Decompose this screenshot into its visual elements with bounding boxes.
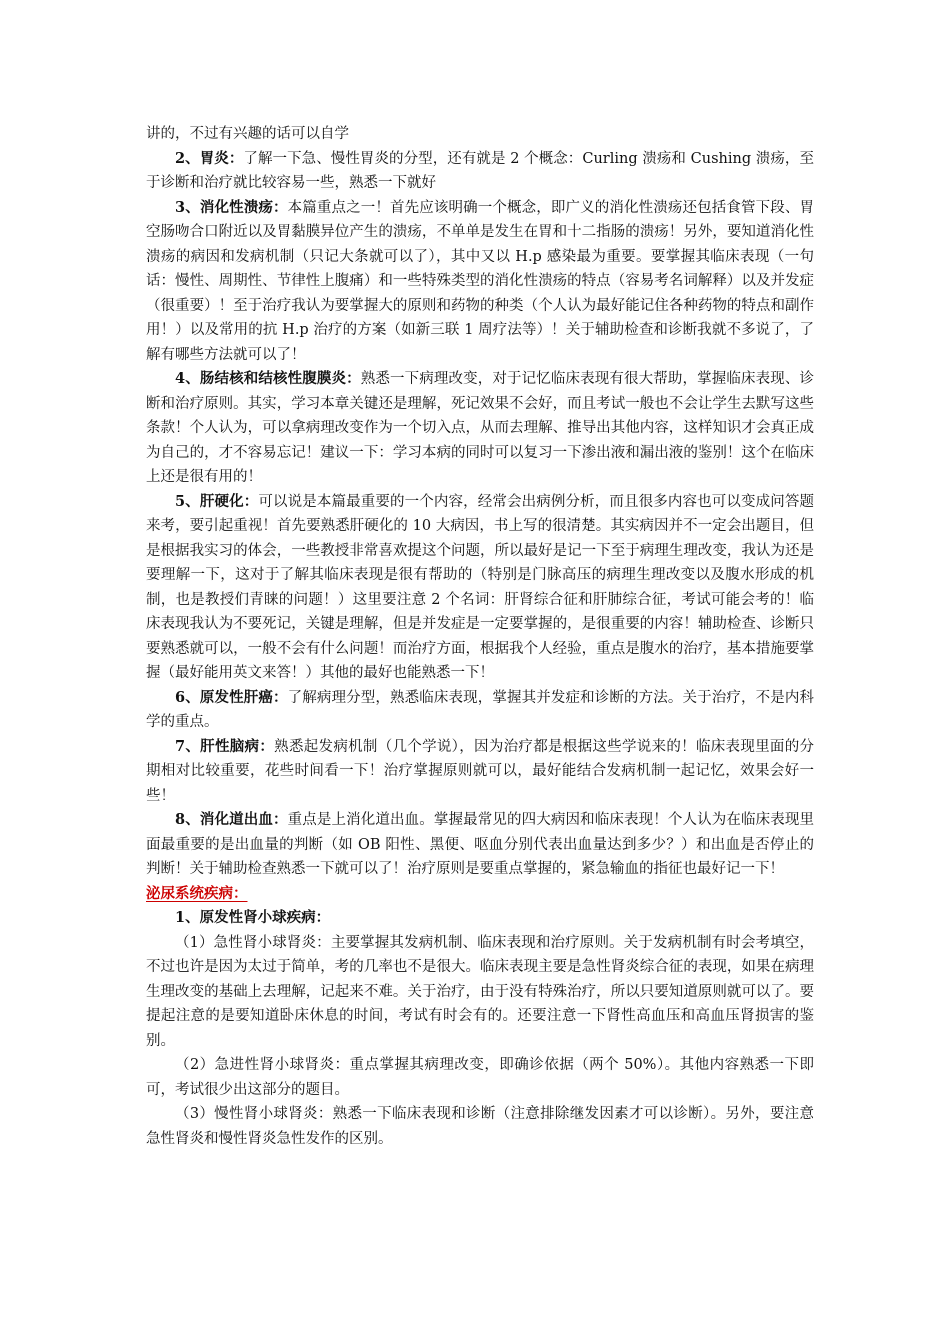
paragraph-text: 本篇重点之一！首先应该明确一个概念，即广义的消化性溃疡还包括食管下段、胃空肠吻合口附近以及胃黏膜异位产生的溃疡，不单单是发生在胃和十二指肠的溃疡！另外，要知道消化性溃疡的病因和发病机制（只记大条就可以了），其中又以 H.p 感染最为重要。要掌握其临床表现（一句话：慢性、周期性、节律性上腹痛）和一些特殊类型的消化性溃疡的特点（容易考名词解释）以及并发症（很重要）！至于治疗我认为要掌握大的原则和药物的种类（个人认为最好能记住各种药物的特点和副作用！）以及常用的抗 H.p 治疗的方案（如新三联 1 周疗法等）！关于辅助检查和诊断我就不多说了，了解有哪些方法就可以了！ — [146, 199, 815, 363]
paragraph-intestinal-tb — [146, 367, 814, 490]
paragraph-hepatic-encephalopathy — [146, 735, 814, 809]
paragraph-rpgn: （2）急进性肾小球肾炎：重点掌握其病理改变，即确诊依据（两个 50%）。其他内容熟悉一下即可，考试很少出这部分的题目。 — [146, 1057, 814, 1098]
paragraph-gastritis — [146, 147, 814, 196]
paragraph-text: 了解病理分型，熟悉临床表现，掌握其并发症和诊断的方法。关于治疗，不是内科学的重点。 — [146, 689, 815, 730]
paragraph-text: 讲的，不过有兴趣的话可以自学 — [146, 126, 349, 142]
paragraph-lead: 4、肠结核和结核性腹膜炎： — [175, 370, 361, 387]
paragraph-text: 熟悉起发病机制（几个学说），因为治疗都是根据这些学说来的！临床表现里面的分期相对比较重要，花些时间看一下！治疗掌握原则就可以，最好能结合发病机制一起记忆，效果会好一些！ — [146, 738, 814, 804]
paragraph-text: 可以说是本篇最重要的一个内容，经常会出病例分析，而且很多内容也可以变成问答题来考，要引起重视！首先要熟悉肝硬化的 10 大病因，书上写的很清楚。其实病因并不一定会出题目，但是根据我实习的体会，一些教授非常喜欢提这个问题，所以最好是记一下至于病理生理改变，我认为还是要理解一下，这对于了解其临床表现是很有帮助的（特别是门脉高压的病理生理改变以及腹水形成的机制，也是教授们青睐的问题！）这里要注意 2 个名词：肝肾综合征和肝肺综合征，考试可能会考的！临床表现我认为不要死记，关键是理解，但是并发症是一定要掌握的，是很重要的内容！辅助检查、诊断只要熟悉就可以，一般不会有什么问题！而治疗方面，根据我个人经验，重点是腹水的治疗，基本措施要掌握（最好能用英文来答！）其他的最好也能熟悉一下！ — [146, 493, 814, 681]
paragraph-cirrhosis — [146, 490, 814, 686]
paragraph-liver-cancer — [146, 686, 814, 735]
paragraph-lead: 5、肝硬化： — [175, 492, 259, 510]
sub-heading-glomerular: 1、原发性肾小球疾病： — [175, 909, 331, 926]
paragraph-lead: 3、消化性溃疡： — [175, 198, 288, 216]
paragraph-text: 重点是上消化道出血。掌握最常见的四大病因和临床表现！个人认为在临床表现里面最重要的是出血量的判断（如 OB 阳性、黑便、呕血分别代表出血量达到多少？）和出血是否停止的判断！关于辅助检查熟悉一下就可以了！治疗原则是要重点掌握的，紧急输血的指征也最好记一下！ — [146, 812, 815, 877]
document-page — [146, 122, 814, 1151]
paragraph-lead: 8、消化道出血： — [175, 811, 288, 828]
paragraph-lead: 6、原发性肝癌： — [175, 688, 288, 706]
paragraph-lead: 2、胃炎： — [175, 149, 244, 167]
paragraph-gi-bleeding — [146, 808, 814, 882]
paragraph-continuation — [146, 122, 814, 147]
paragraph-acute-gn: （1）急性肾小球肾炎：主要掌握其发病机制、临床表现和治疗原则。关于发病机制有时会考填空，不过也许是因为太过于简单，考的几率也不是很大。临床表现主要是急性肾炎综合征的表现，如果在病理生理改变的基础上去理解，记起来不难。关于治疗，由于没有特殊治疗，所以只要知道原则就可以了。要提起注意的是要知道卧床休息的时间，考试有时会有的。还要注意一下肾性高血压和高血压肾损害的鉴别。 — [146, 934, 814, 1049]
paragraph-lead: 7、肝性脑病： — [175, 737, 275, 755]
paragraph-text: 了解一下急、慢性胃炎的分型，还有就是 2 个概念：Curling 溃疡和 Cushing 溃疡，至于诊断和治疗就比较容易一些，熟悉一下就好 — [146, 150, 814, 191]
section-heading-urinary: 泌尿系统疾病： — [146, 884, 248, 902]
paragraph-chronic-gn: （3）慢性肾小球肾炎：熟悉一下临床表现和诊断（注意排除继发因素才可以诊断）。另外，要注意急性肾炎和慢性肾炎急性发作的区别。 — [146, 1106, 814, 1147]
paragraph-peptic-ulcer — [146, 196, 814, 368]
paragraph-text: 熟悉一下病理改变，对于记忆临床表现有很大帮助，掌握临床表现、诊断和治疗原则。其实，学习本章关键还是理解，死记效果不会好，而且考试一般也不会让学生去默写这些条款！个人认为，可以拿病理改变作为一个切入点，从而去理解、推导出其他内容，这样知识才会真正成为自己的，才不容易忘记！建议一下：学习本病的同时可以复习一下渗出液和漏出液的鉴别！这个在临床上还是很有用的！ — [146, 371, 815, 485]
